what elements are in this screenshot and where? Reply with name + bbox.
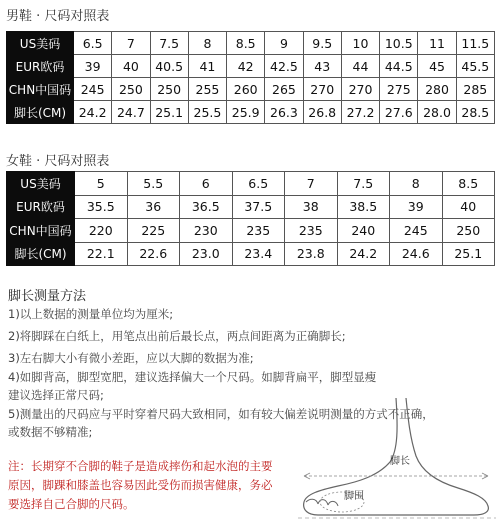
size-cell: 24.2	[337, 242, 390, 266]
size-cell: 265	[265, 78, 303, 101]
size-cell: 24.7	[112, 101, 150, 124]
size-cell: 250	[442, 219, 495, 243]
size-cell: 250	[150, 78, 188, 101]
size-row	[7, 242, 495, 266]
size-cell: 6.5	[74, 32, 112, 55]
measure-rule-3: 3)左右脚大小有微小差距，应以大脚的数据为准;	[8, 351, 254, 365]
size-cell: 24.6	[390, 242, 443, 266]
size-cell: 26.3	[265, 101, 303, 124]
size-cell: 27.6	[380, 101, 418, 124]
row-header: EUR欧码	[7, 195, 75, 219]
size-cell: 24.2	[74, 101, 112, 124]
size-cell: 270	[341, 78, 379, 101]
warning-note-line-1: 注：长期穿不合脚的鞋子是造成摔伤和起水泡的主要	[8, 459, 273, 473]
size-cell: 270	[303, 78, 341, 101]
men-size-table	[6, 31, 495, 124]
measure-rule-2: 2)将脚踩在白纸上，用笔点出前后最长点，两点间距离为正确脚长;	[8, 329, 346, 343]
foot-measure-illustration	[298, 398, 496, 524]
size-cell: 7.5	[150, 32, 188, 55]
size-row	[7, 32, 495, 55]
size-cell: 27.2	[341, 101, 379, 124]
size-cell: 275	[380, 78, 418, 101]
size-cell: 38.5	[337, 195, 390, 219]
size-cell: 255	[188, 78, 226, 101]
size-cell: 43	[303, 55, 341, 78]
size-cell: 41	[188, 55, 226, 78]
size-cell: 40.5	[150, 55, 188, 78]
warning-note-line-3: 要选择自己合脚的尺码。	[8, 497, 135, 511]
measure-rule-4: 4)如脚背高，脚型宽肥，建议选择偏大一个尺码。如脚背扁平，脚型显瘦	[8, 370, 377, 384]
size-cell: 28.0	[418, 101, 456, 124]
size-cell: 42.5	[265, 55, 303, 78]
size-cell: 250	[112, 78, 150, 101]
size-cell: 225	[127, 219, 180, 243]
row-header: 脚长(CM)	[7, 242, 75, 266]
size-row	[7, 195, 495, 219]
size-cell: 39	[390, 195, 443, 219]
row-header: CHN中国码	[7, 78, 74, 101]
size-row	[7, 55, 495, 78]
size-cell: 260	[227, 78, 265, 101]
size-cell: 38	[285, 195, 338, 219]
foot-girth-label: 脚围	[344, 491, 364, 502]
size-cell: 23.4	[232, 242, 285, 266]
row-header: 脚长(CM)	[7, 101, 74, 124]
size-cell: 240	[337, 219, 390, 243]
size-cell: 230	[180, 219, 233, 243]
measure-rule-1: 1)以上数据的测量单位均为厘米;	[8, 307, 174, 321]
size-cell: 7	[112, 32, 150, 55]
size-cell: 45.5	[456, 55, 494, 78]
size-cell: 23.0	[180, 242, 233, 266]
size-cell: 26.8	[303, 101, 341, 124]
row-header: EUR欧码	[7, 55, 74, 78]
size-row	[7, 219, 495, 243]
size-cell: 40	[442, 195, 495, 219]
size-cell: 9	[265, 32, 303, 55]
size-cell: 8	[188, 32, 226, 55]
size-cell: 25.5	[188, 101, 226, 124]
size-cell: 22.1	[75, 242, 128, 266]
size-cell: 39	[74, 55, 112, 78]
size-cell: 5.5	[127, 172, 180, 196]
measure-method-title: 脚长测量方法	[8, 289, 87, 304]
size-cell: 6	[180, 172, 233, 196]
size-cell: 285	[456, 78, 494, 101]
warning-note-line-2: 原因，脚踝和膝盖也容易因此受伤而损害健康，务必	[8, 478, 273, 492]
size-row	[7, 172, 495, 196]
size-cell: 36.5	[180, 195, 233, 219]
size-cell: 40	[112, 55, 150, 78]
size-cell: 11	[418, 32, 456, 55]
measure-rule-4-cont: 建议选择正常尺码;	[8, 388, 104, 402]
size-cell: 220	[75, 219, 128, 243]
size-cell: 8	[390, 172, 443, 196]
size-cell: 36	[127, 195, 180, 219]
size-cell: 25.1	[150, 101, 188, 124]
size-cell: 9.5	[303, 32, 341, 55]
size-cell: 280	[418, 78, 456, 101]
size-cell: 44.5	[380, 55, 418, 78]
size-cell: 42	[227, 55, 265, 78]
size-cell: 11.5	[456, 32, 494, 55]
size-cell: 7.5	[337, 172, 390, 196]
row-header: US美码	[7, 32, 74, 55]
women-size-chart-title: 女鞋 · 尺码对照表	[6, 154, 110, 169]
size-cell: 37.5	[232, 195, 285, 219]
size-cell: 10	[341, 32, 379, 55]
size-cell: 22.6	[127, 242, 180, 266]
size-cell: 45	[418, 55, 456, 78]
size-cell: 5	[75, 172, 128, 196]
row-header: CHN中国码	[7, 219, 75, 243]
size-cell: 44	[341, 55, 379, 78]
size-row	[7, 78, 495, 101]
size-cell: 8.5	[227, 32, 265, 55]
size-cell: 35.5	[75, 195, 128, 219]
foot-length-label: 脚长	[390, 456, 410, 467]
men-size-chart-title: 男鞋 · 尺码对照表	[6, 9, 110, 24]
measure-rule-5-cont: 或数据不够精准;	[8, 425, 93, 439]
size-cell: 7	[285, 172, 338, 196]
size-cell: 23.8	[285, 242, 338, 266]
measure-rule-5: 5)测量出的尺码应与平时穿着尺码大致相同，如有较大偏差说明测量的方式不正确，	[8, 407, 434, 421]
size-cell: 25.9	[227, 101, 265, 124]
size-cell: 28.5	[456, 101, 494, 124]
size-cell: 235	[232, 219, 285, 243]
size-cell: 6.5	[232, 172, 285, 196]
size-cell: 235	[285, 219, 338, 243]
size-cell: 10.5	[380, 32, 418, 55]
size-cell: 25.1	[442, 242, 495, 266]
toes-outline	[306, 499, 338, 506]
size-cell: 245	[74, 78, 112, 101]
size-row	[7, 101, 495, 124]
size-cell: 245	[390, 219, 443, 243]
women-size-table	[6, 171, 495, 266]
size-cell: 8.5	[442, 172, 495, 196]
row-header: US美码	[7, 172, 75, 196]
